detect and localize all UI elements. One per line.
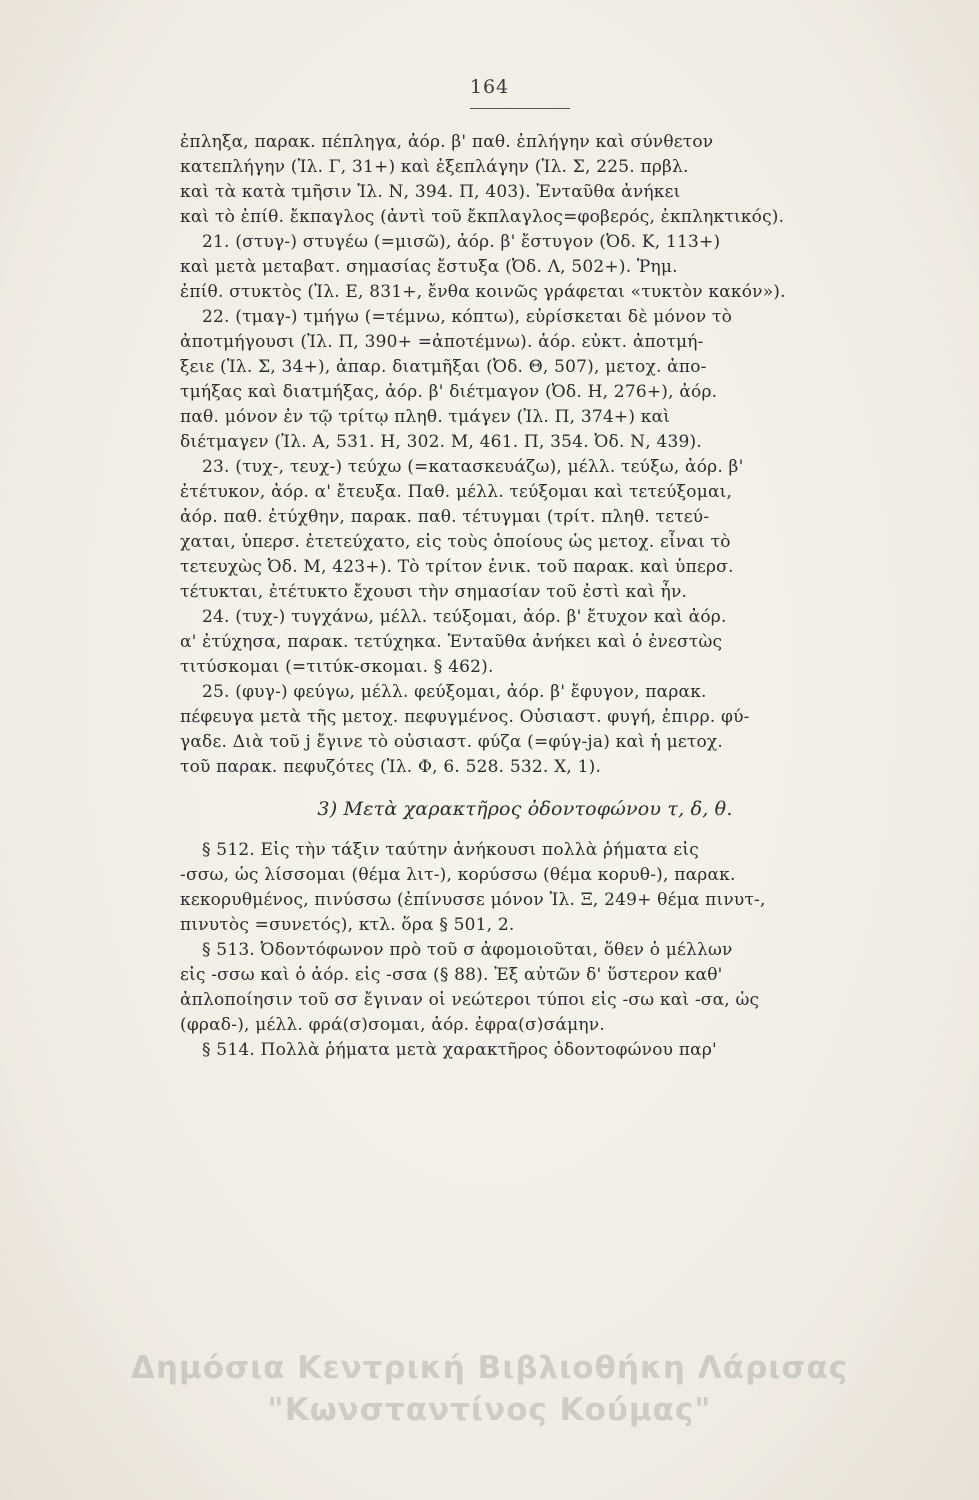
text-line: (φραδ-), μέλλ. φρά(σ)σομαι, ἀόρ. ἐφρα(σ)σάμην. bbox=[180, 1015, 605, 1035]
page-body bbox=[180, 130, 870, 1063]
page-number: 164 bbox=[469, 76, 510, 98]
text-line: τετευχὼς Ὀδ. Μ, 423+). Τὸ τρίτον ἑνικ. τοῦ παρακ. καὶ ὑπερσ. bbox=[180, 557, 734, 577]
text-line: παθ. μόνον ἐν τῷ τρίτῳ πληθ. τμάγεν (Ἰλ. Π, 374+) καὶ bbox=[180, 407, 671, 427]
text-line: ἀόρ. παθ. ἐτύχθην, παρακ. παθ. τέτυγμαι (τρίτ. πληθ. τετεύ- bbox=[180, 507, 710, 527]
text-line: τοῦ παρακ. πεφυζότες (Ἰλ. Φ, 6. 528. 532. Χ, 1). bbox=[180, 757, 602, 777]
text-line: γαδε. Διὰ τοῦ j ἔγινε τὸ οὐσιαστ. φύζα (=φύγ-ja) καὶ ἡ μετοχ. bbox=[180, 732, 724, 752]
text-line: χαται, ὑπερσ. ἐτετεύχατο, εἰς τοὺς ὁποίους ὡς μετοχ. εἶναι τὸ bbox=[180, 532, 731, 552]
text-line: τέτυκται, ἐτέτυκτο ἔχουσι τὴν σημασίαν τοῦ ἐστὶ καὶ ἦν. bbox=[180, 582, 688, 602]
text-line: § 512. Εἰς τὴν τάξιν ταύτην ἀνήκουσι πολλὰ ῥήματα εἰς bbox=[202, 840, 699, 860]
text-line: κατεπλήγην (Ἰλ. Γ, 31+) καὶ ἐξεπλάγην (Ἰλ. Σ, 225. πρβλ. bbox=[180, 157, 689, 177]
text-line: καὶ μετὰ μεταβατ. σημασίας ἔστυξα (Ὀδ. Λ, 502+). Ῥημ. bbox=[180, 257, 678, 277]
text-line: ἐτέτυκον, ἀόρ. α' ἔτευξα. Παθ. μέλλ. τεύξομαι καὶ τετεύξομαι, bbox=[180, 482, 733, 502]
text-line: 21. (στυγ-) στυγέω (=μισῶ), ἀόρ. β' ἔστυγον (Ὀδ. Κ, 113+) bbox=[202, 232, 721, 252]
text-line: α' ἐτύχησα, παρακ. τετύχηκα. Ἐνταῦθα ἀνήκει καὶ ὁ ἐνεστὼς bbox=[180, 632, 723, 652]
library-watermark-line2: "Κωνσταντίνος Κούμας" bbox=[267, 1392, 712, 1428]
text-line: 25. (φυγ-) φεύγω, μέλλ. φεύξομαι, ἀόρ. β' ἔφυγον, παρακ. bbox=[202, 682, 707, 702]
text-line: τμήξας καὶ διατμήξας, ἀόρ. β' διέτμαγον (Ὀδ. Η, 276+), ἀόρ. bbox=[180, 382, 718, 402]
text-line: καὶ τὰ κατὰ τμῆσιν Ἰλ. Ν, 394. Π, 403). Ἐνταῦθα ἀνήκει bbox=[180, 182, 681, 202]
text-line: ἀπλοποίησιν τοῦ σσ ἔγιναν οἱ νεώτεροι τύποι εἰς -σω καὶ -σα, ὡς bbox=[180, 990, 760, 1010]
text-line: πέφευγα μετὰ τῆς μετοχ. πεφυγμένος. Οὐσιαστ. φυγή, ἐπιρρ. φύ- bbox=[180, 707, 750, 727]
text-line: πινυτὸς =συνετός), κτλ. ὅρα § 501, 2. bbox=[180, 915, 515, 935]
section-heading: 3) Μετὰ χαρακτῆρος ὀδοντοφώνου τ, δ, θ. bbox=[317, 798, 733, 820]
text-line: διέτμαγεν (Ἰλ. Α, 531. Η, 302. Μ, 461. Π, 354. Ὀδ. Ν, 439). bbox=[180, 432, 702, 452]
text-line: 23. (τυχ-, τευχ-) τεύχω (=κατασκευάζω), μέλλ. τεύξω, ἀόρ. β' bbox=[202, 457, 744, 477]
text-line: τιτύσκομαι (=τιτύκ-σκομαι. § 462). bbox=[180, 657, 494, 677]
text-line: ἐπίθ. στυκτὸς (Ἰλ. Ε, 831+, ἔνθα κοινῶς γράφεται «τυκτὸν κακόν»). bbox=[180, 282, 786, 302]
text-line: § 513. Ὀδοντόφωνον πρὸ τοῦ σ ἀφομοιοῦται, ὅθεν ὁ μέλλων bbox=[202, 940, 733, 960]
library-watermark-line1: Δημόσια Κεντρική Βιβλιοθήκη Λάρισας bbox=[130, 1350, 849, 1386]
text-line: 22. (τμαγ-) τμήγω (=τέμνω, κόπτω), εὑρίσκεται δὲ μόνον τὸ bbox=[202, 307, 733, 327]
text-line: καὶ τὸ ἐπίθ. ἔκπαγλος (ἀντὶ τοῦ ἔκπλαγλος=φοβερός, ἐκπληκτικός). bbox=[180, 207, 785, 227]
text-line: -σσω, ὡς λίσσομαι (θέμα λιτ-), κορύσσω (θέμα κορυθ-), παρακ. bbox=[180, 865, 736, 885]
text-line: ἀποτμήγουσι (Ἰλ. Π, 390+ =ἀποτέμνω). ἀόρ. εὐκτ. ἀποτμή- bbox=[180, 332, 704, 352]
text-line: ἐπληξα, παρακ. πέπληγα, ἀόρ. β' παθ. ἐπλήγην καὶ σύνθετον bbox=[180, 132, 714, 152]
text-line: ξειε (Ἰλ. Σ, 34+), ἀπαρ. διατμῆξαι (Ὀδ. Θ, 507), μετοχ. ἀπο- bbox=[180, 357, 707, 377]
header-rule bbox=[470, 108, 570, 109]
text-line: κεκορυθμένος, πινύσσω (ἐπίνυσσε μόνον Ἰλ. Ξ, 249+ θέμα πινυτ-, bbox=[180, 890, 766, 910]
text-line: εἰς -σσω καὶ ὁ ἀόρ. εἰς -σσα (§ 88). Ἐξ αὐτῶν δ' ὕστερον καθ' bbox=[180, 965, 723, 985]
text-line: 24. (τυχ-) τυγχάνω, μέλλ. τεύξομαι, ἀόρ. β' ἔτυχον καὶ ἀόρ. bbox=[202, 607, 727, 627]
text-line: § 514. Πολλὰ ῥήματα μετὰ χαρακτῆρος ὀδοντοφώνου παρ' bbox=[202, 1040, 717, 1060]
